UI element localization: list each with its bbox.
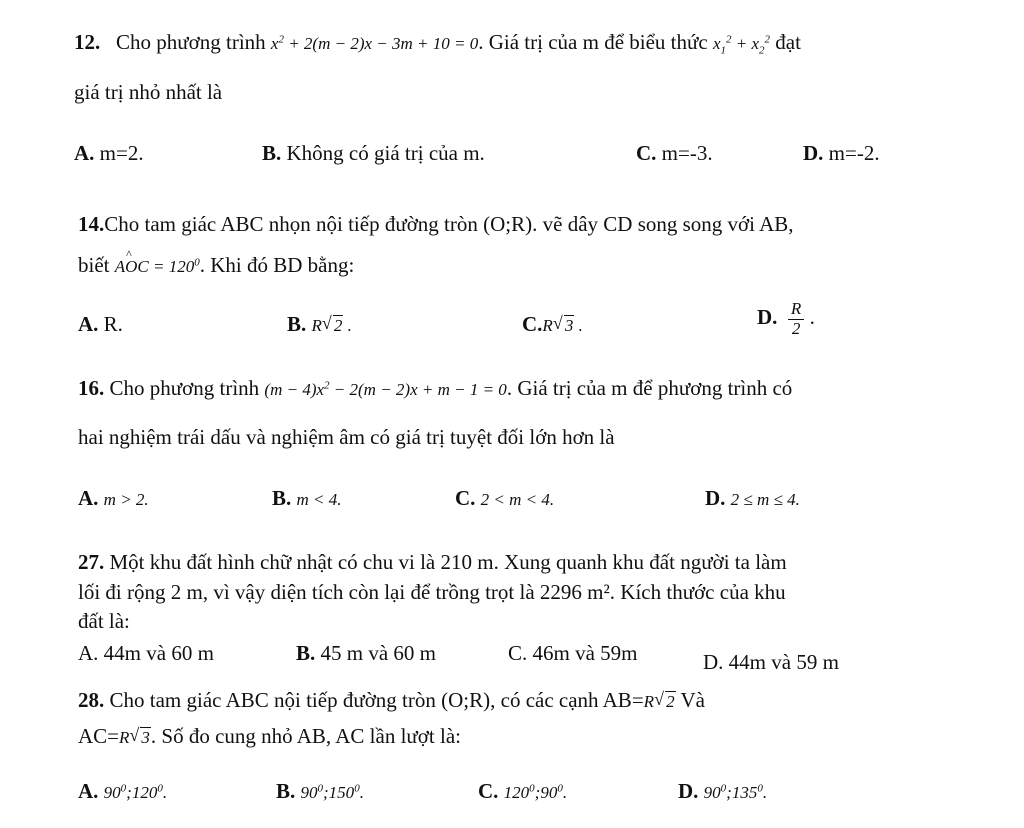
q27-line-2: lối đi rộng 2 m, vì vậy diện tích còn lại để trồng trọt là 2296 m². Kích thước của khu bbox=[78, 580, 786, 604]
q14-angle: AO ^C = $120^0$ bbox=[115, 257, 200, 276]
q16-line-1 bbox=[78, 376, 792, 401]
q14-line2-b: . Khi đó BD bằng: bbox=[199, 253, 355, 277]
q14-line-1 bbox=[78, 212, 794, 237]
q27-line-1 bbox=[78, 550, 787, 575]
q12-number: 12. bbox=[74, 30, 101, 54]
q14-text: Cho tam giác ABC nhọn nội tiếp đường tròn (O;R). vẽ dây CD song song với AB, bbox=[104, 212, 794, 236]
q28-text-1b: Và bbox=[680, 688, 705, 712]
q12-line-1 bbox=[74, 30, 801, 55]
q16-line-2: hai nghiệm trái dấu và nghiệm âm có giá trị tuyệt đối lớn hơn là bbox=[78, 425, 615, 449]
q28-text-2a: AC= bbox=[78, 724, 120, 748]
q16-option-a: A. m > 2. bbox=[78, 486, 149, 510]
q28-option-d: D. $90^0;135^0$. bbox=[678, 779, 768, 803]
q27-text-1: Một khu đất hình chữ nhật có chu vi là 210 m. Xung quanh khu đất người ta làm bbox=[109, 550, 787, 574]
q27-option-c: C. 46m và 59m bbox=[508, 641, 638, 665]
q14-number: 14. bbox=[78, 212, 105, 236]
q14-option-b: B. R√ 2 . bbox=[287, 312, 352, 337]
q28-ab-value: R√ 2 bbox=[644, 692, 676, 711]
q12-option-c: C. m=-3. bbox=[636, 141, 713, 165]
q27-option-b: B. 45 m và 60 m bbox=[296, 641, 437, 665]
q14-option-c: C.R√ 3 . bbox=[522, 312, 583, 337]
q12-option-b: B. Không có giá trị của m. bbox=[262, 141, 485, 165]
q28-ac-value: R√ 3 bbox=[119, 728, 151, 747]
q14-option-d: D. $\frac{R}{2}$ . bbox=[757, 299, 815, 338]
q14-option-a: A. R. bbox=[78, 312, 123, 336]
q27-option-a: A. 44m và 60 m bbox=[78, 641, 214, 665]
q28-text-1a: Cho tam giác ABC nội tiếp đường tròn (O;R), có các cạnh AB= bbox=[109, 688, 644, 712]
q12-line-2: giá trị nhỏ nhất là bbox=[74, 80, 223, 104]
q27-line-3: đất là: bbox=[78, 609, 130, 633]
q14-line2-a: biết bbox=[78, 253, 110, 277]
q12-text-b: . Giá trị của m để biểu thức bbox=[478, 30, 708, 54]
q14-line-2 bbox=[78, 253, 354, 278]
q16-equation: $(m - 4)x^2 - 2(m - 2)x + m - 1 = 0$ bbox=[264, 379, 507, 399]
q12-equation: $x^2 + 2(m - 2)x - 3m + 10 = 0$ bbox=[270, 33, 479, 53]
q16-option-d: D. 2 ≤ m ≤ 4. bbox=[705, 486, 800, 510]
q28-line-2 bbox=[78, 724, 461, 749]
q28-option-a: A. $90^0;120^0$. bbox=[78, 779, 168, 803]
q28-number: 28. bbox=[78, 688, 105, 712]
q16-option-b: B. m < 4. bbox=[272, 486, 342, 510]
q12-text-c: đạt bbox=[775, 30, 801, 54]
q12-option-a: A. m=2. bbox=[74, 141, 144, 165]
q16-text-a: Cho phương trình bbox=[109, 376, 260, 400]
q28-line-1 bbox=[78, 688, 705, 713]
q16-option-c: C. 2 < m < 4. bbox=[455, 486, 555, 510]
q27-option-d: D. 44m và 59 m bbox=[703, 650, 839, 674]
q12-option-d: D. m=-2. bbox=[803, 141, 880, 165]
q28-text-2b: . Số đo cung nhỏ AB, AC lần lượt là: bbox=[150, 724, 461, 748]
q16-text-b: . Giá trị của m để phương trình có bbox=[506, 376, 793, 400]
q28-option-b: B. $90^0;150^0$. bbox=[276, 779, 364, 803]
q12-text-a: Cho phương trình bbox=[116, 30, 266, 54]
q12-expression: $x_1^2 + x_2^2$ bbox=[712, 33, 771, 57]
q27-number: 27. bbox=[78, 550, 105, 574]
q28-option-c: C. $120^0;90^0$. bbox=[478, 779, 568, 803]
q16-number: 16. bbox=[78, 376, 105, 400]
